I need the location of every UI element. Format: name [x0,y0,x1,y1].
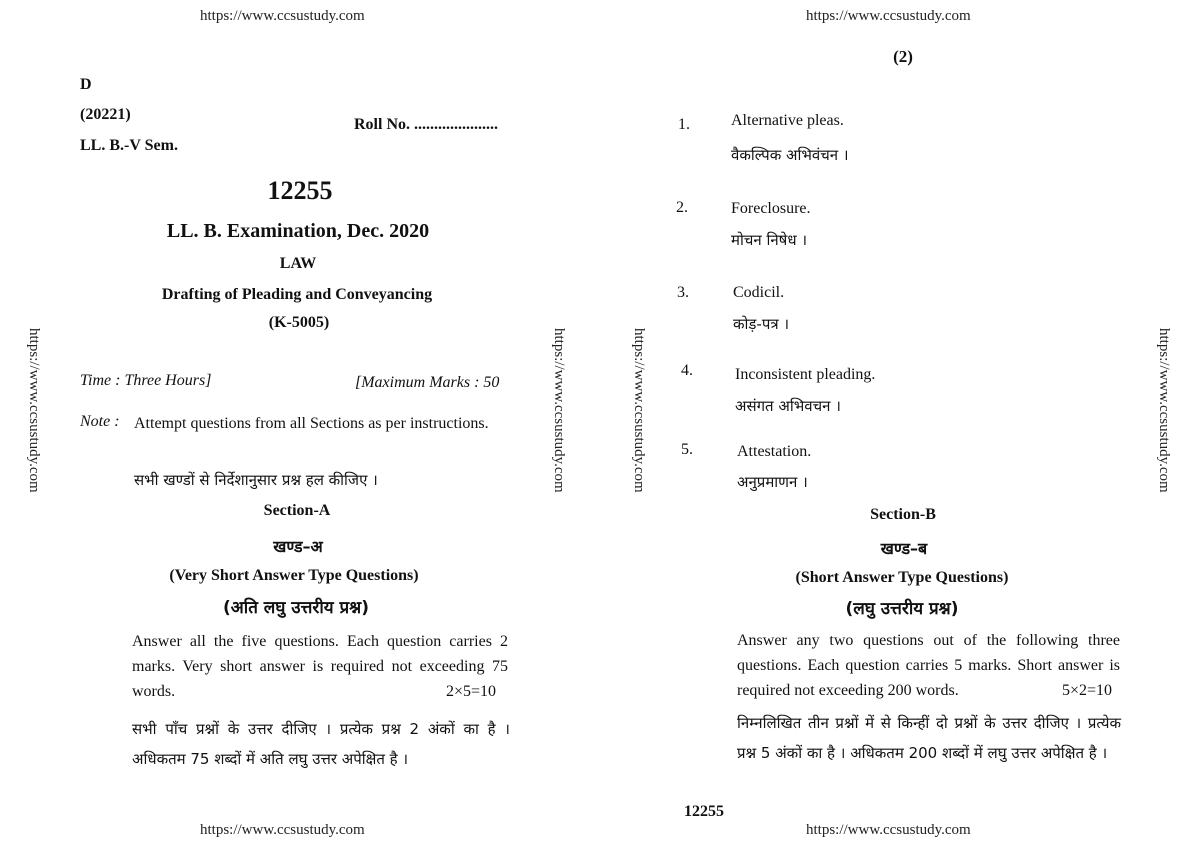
maximum-marks: [Maximum Marks : 50 [355,374,500,391]
section-a-marks-formula: 2×5=10 [446,683,497,700]
question-number: 2. [676,199,688,216]
question-text-hindi: मोचन निषेध । [731,231,808,249]
exam-code: (20221) [80,106,131,123]
question-number: 1. [678,116,690,133]
section-b-instructions-hindi: निम्नलिखित तीन प्रश्नों में से किन्हीं दो प्रश्नों के उत्तर दीजिए । प्रत्येक प्रश्न 5 अंकों का है । अधिकतम 200 शब्दों में लघु उत्तर अपेक्षित है । [737,714,1121,762]
note-text-hindi: सभी खण्डों से निर्देशानुसार प्रश्न हल कीजिए । [134,471,378,489]
question-text: Inconsistent pleading. [735,366,876,383]
series-letter: D [80,76,92,93]
section-b-instructions: Answer any two questions out of the following three questions. Each question carries 5 marks. Short answer is required not exceeding 200 words. [737,632,1120,699]
question-text-hindi: असंगत अभिवचन । [735,397,841,415]
page-number: (2) [893,47,913,66]
section-a-instructions-hindi: सभी पाँच प्रश्नों के उत्तर दीजिए । प्रत्येक प्रश्न 2 अंकों का है । अधिकतम 75 शब्दों में अति लघु उत्तर अपेक्षित है । [132,720,510,768]
section-b-title: Section-B [870,506,936,523]
watermark-url-side-1: https://www.ccsustudy.com [26,328,42,493]
question-number: 4. [681,362,693,379]
section-b-marks-formula: 5×2=10 [1062,682,1113,699]
note-label: Note : [80,413,120,430]
roll-number-field: Roll No. ..................... [354,116,498,133]
watermark-url-side-4: https://www.ccsustudy.com [1156,328,1172,493]
question-text: Alternative pleas. [731,112,844,129]
time-duration: Time : Three Hours] [80,372,212,389]
watermark-url-side-2: https://www.ccsustudy.com [551,328,567,493]
question-text: Foreclosure. [731,200,811,217]
watermark-url-top-right: https://www.ccsustudy.com [806,8,971,24]
question-text: Codicil. [733,284,785,301]
section-b-question-type: (Short Answer Type Questions) [795,569,1009,586]
question-text-hindi: कोड़-पत्र । [733,315,790,333]
question-number: 3. [677,284,689,301]
subject-name: LAW [279,255,317,272]
question-text: Attestation. [737,443,812,460]
paper-number: 12255 [267,176,333,205]
question-text-hindi: वैकल्पिक अभिवंचन । [731,146,849,164]
note-text-english: Attempt questions from all Sections as per instructions. [134,415,489,432]
section-a-question-type: (Very Short Answer Type Questions) [169,567,419,584]
watermark-url-side-3: https://www.ccsustudy.com [631,328,647,493]
section-a-instructions: Answer all the five questions. Each question carries 2 marks. Very short answer is required not exceeding 75 words. [132,633,508,700]
section-b-question-type-hindi: (लघु उत्तरीय प्रश्न) [845,599,959,619]
section-a-question-type-hindi: (अति लघु उत्तरीय प्रश्न) [223,598,369,618]
watermark-url-top-left: https://www.ccsustudy.com [200,8,365,24]
watermark-url-bottom-right: https://www.ccsustudy.com [806,822,971,838]
section-a-title: Section-A [263,502,331,519]
course-name: LL. B.-V Sem. [80,137,178,154]
question-text-hindi: अनुप्रमाणन । [737,473,808,491]
watermark-url-bottom-left: https://www.ccsustudy.com [200,822,365,838]
paper-title: Drafting of Pleading and Conveyancing [161,286,433,303]
section-b-title-hindi: खण्ड–ब [880,539,928,558]
paper-code: (K-5005) [268,314,330,331]
exam-title: LL. B. Examination, Dec. 2020 [166,220,430,242]
question-number: 5. [681,441,693,458]
section-a-title-hindi: खण्ड–अ [273,537,323,556]
footer-paper-code: 12255 [684,803,724,820]
